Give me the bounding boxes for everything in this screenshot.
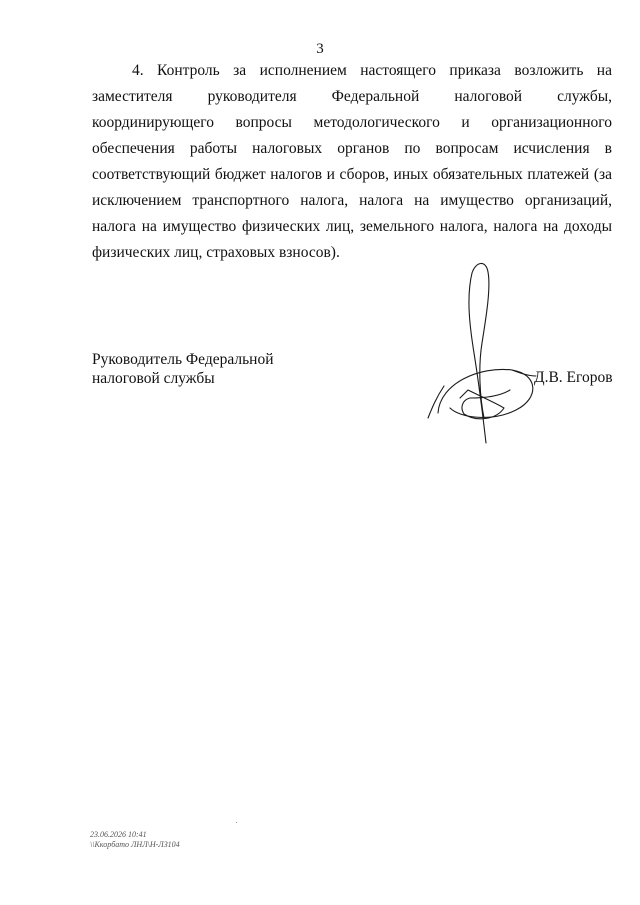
signer-position-line-1: Руководитель Федеральной xyxy=(92,351,274,368)
scan-speck xyxy=(236,822,237,823)
footer-timestamp: 23.06.2026 10:41 xyxy=(90,830,147,839)
handwritten-signature-icon xyxy=(420,258,560,458)
signer-position-line-2: налоговой службы xyxy=(92,370,215,387)
page-number: 3 xyxy=(316,41,324,57)
signer-name: Д.В. Егоров xyxy=(534,369,613,386)
document-footer xyxy=(90,830,180,850)
signer-position xyxy=(92,350,274,388)
order-paragraph: 4. Контроль за исполнением настоящего приказа возложить на заместителя руководителя Федеральной налоговой службы, координирующего вопросы методологического и организационного обеспечения работы налоговых органов по вопросам исчисления в соответствующий бюджет налогов и сборов, иных обязательных платежей (за исключением транспортного налога, налога на имущество организаций, налога на имущество физических лиц, земельного налога, налога на доходы физических лиц, страховых взносов). xyxy=(92,62,612,261)
footer-file-path: \\Ккорбато ЛНЛ\Н-ЛЗ104 xyxy=(90,840,180,849)
